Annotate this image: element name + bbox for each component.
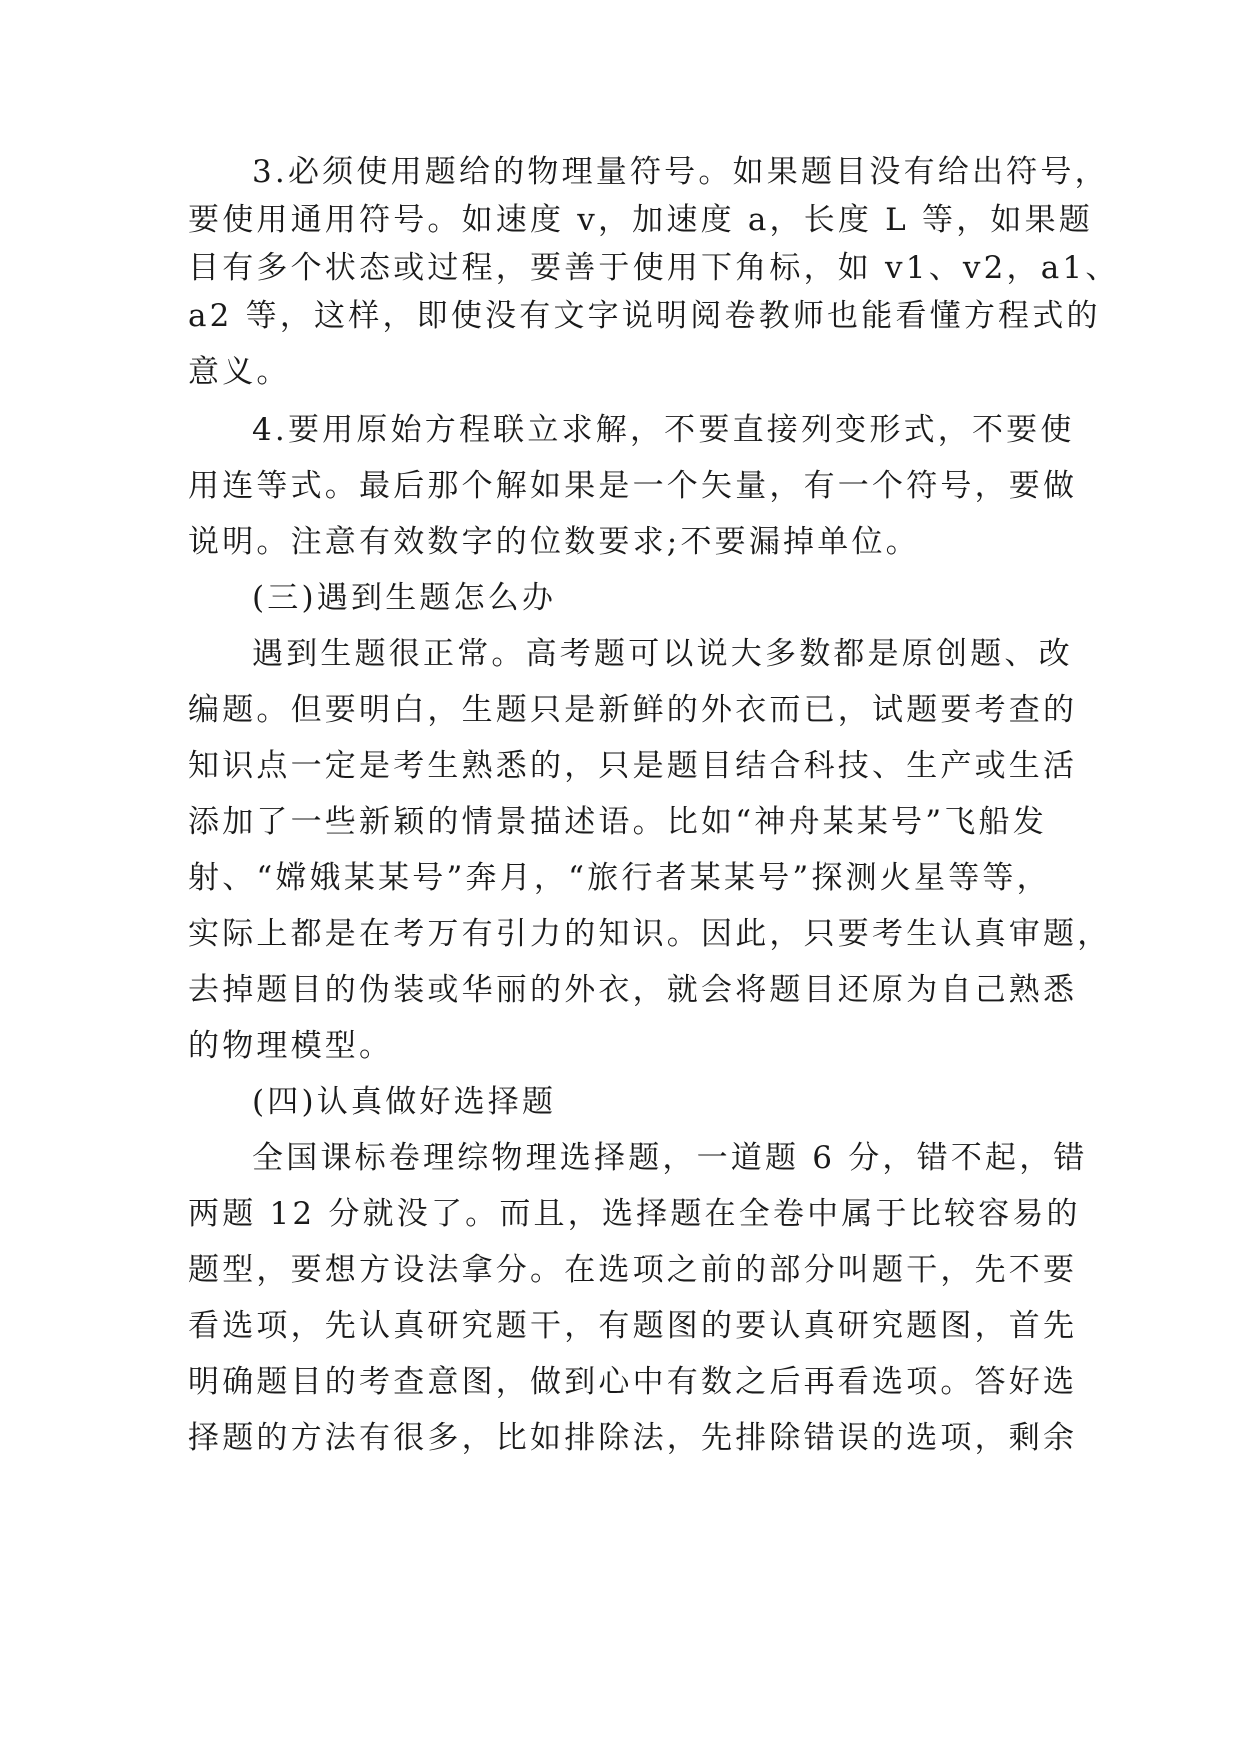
text-line: 全国课标卷理综物理选择题，一道题 6 分，错不起，错 bbox=[252, 1140, 1088, 1176]
text-line: 两题 12 分就没了。而且，选择题在全卷中属于比较容易的 bbox=[188, 1196, 1081, 1232]
text-line: 知识点一定是考生熟悉的，只是题目结合科技、生产或生活 bbox=[188, 748, 1078, 784]
section-heading: (三)遇到生题怎么办 bbox=[252, 580, 557, 616]
section-heading: (四)认真做好选择题 bbox=[252, 1084, 557, 1120]
text-line: 用连等式。最后那个解如果是一个矢量，有一个符号，要做 bbox=[188, 468, 1078, 504]
text-line: 射、“嫦娥某某号”奔月，“旅行者某某号”探测火星等等， bbox=[188, 860, 1051, 896]
text-line: 去掉题目的伪装或华丽的外衣，就会将题目还原为自己熟悉 bbox=[188, 972, 1078, 1008]
text-line: 择题的方法有很多，比如排除法，先排除错误的选项，剩余 bbox=[188, 1420, 1078, 1456]
text-line: 3.必须使用题给的物理量符号。如果题目没有给出符号， bbox=[252, 154, 1109, 190]
text-line: a2 等，这样，即使没有文字说明阅卷教师也能看懂方程式的 bbox=[188, 298, 1101, 334]
text-line: 明确题目的考查意图，做到心中有数之后再看选项。答好选 bbox=[188, 1364, 1078, 1400]
text-line: 说明。注意有效数字的位数要求;不要漏掉单位。 bbox=[188, 524, 920, 560]
text-line: 看选项，先认真研究题干，有题图的要认真研究题图，首先 bbox=[188, 1308, 1078, 1344]
text-line: 遇到生题很正常。高考题可以说大多数都是原创题、改 bbox=[252, 636, 1073, 672]
text-line: 要使用通用符号。如速度 v，加速度 a，长度 L 等，如果题 bbox=[188, 202, 1093, 238]
text-line: 4.要用原始方程联立求解，不要直接列变形式，不要使 bbox=[252, 412, 1075, 448]
text-line: 的物理模型。 bbox=[188, 1028, 394, 1064]
text-line: 目有多个状态或过程，要善于使用下角标，如 v1、v2，a1、 bbox=[188, 250, 1120, 286]
text-line: 意义。 bbox=[188, 354, 291, 390]
text-line: 编题。但要明白，生题只是新鲜的外衣而已，试题要考查的 bbox=[188, 692, 1078, 728]
text-line: 添加了一些新颖的情景描述语。比如“神舟某某号”飞船发 bbox=[188, 804, 1047, 840]
text-line: 实际上都是在考万有引力的知识。因此，只要考生认真审题， bbox=[188, 916, 1112, 952]
text-line: 题型，要想方设法拿分。在选项之前的部分叫题干，先不要 bbox=[188, 1252, 1078, 1288]
